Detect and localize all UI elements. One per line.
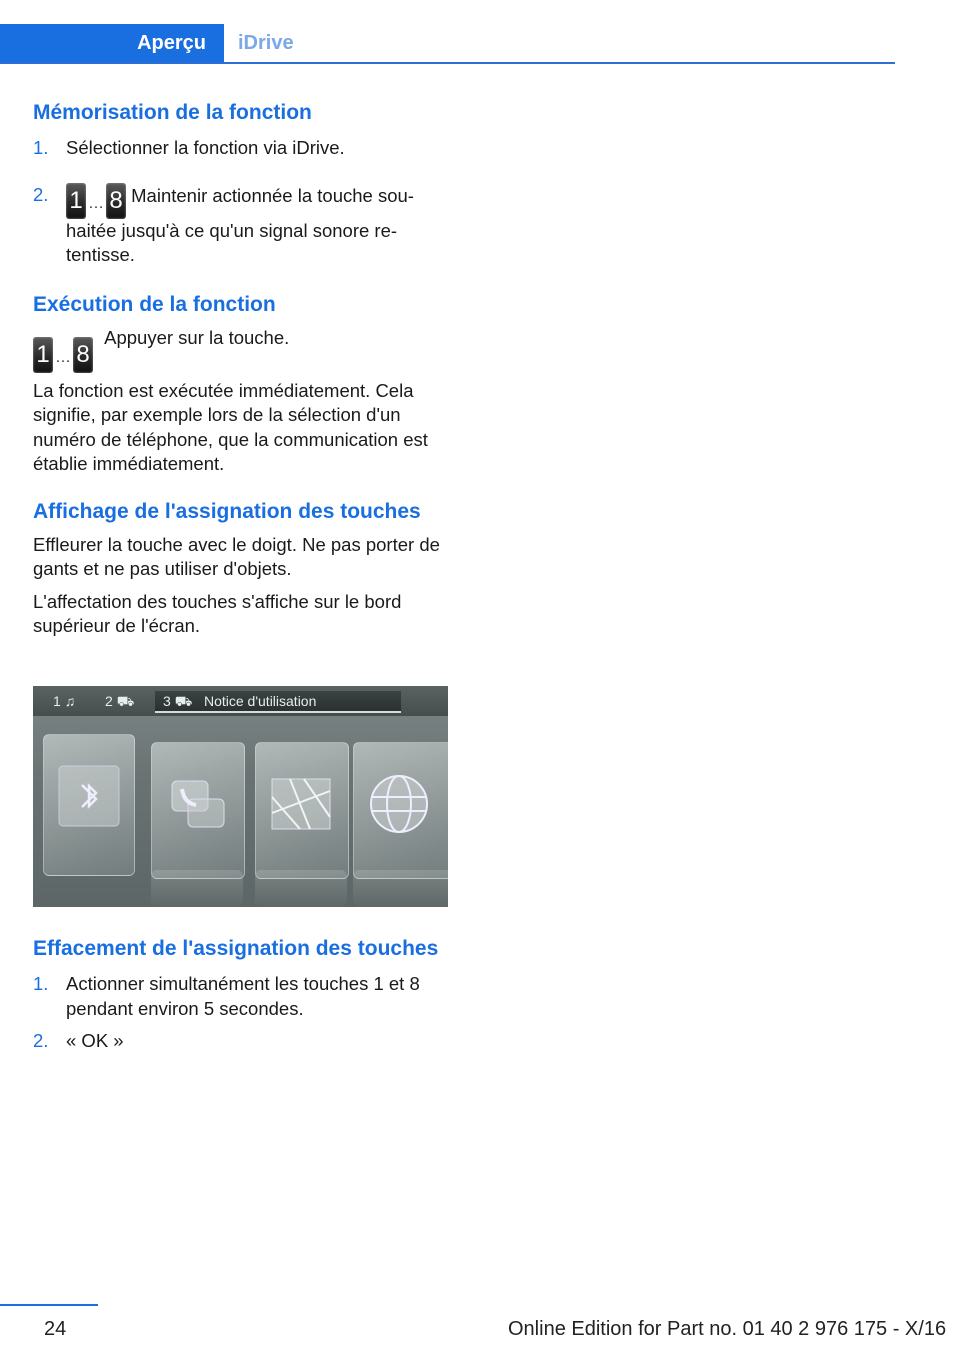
heading-affichage: Affichage de l'assignation des touches: [33, 499, 421, 523]
list-item: [33, 136, 448, 161]
chapter-tabbar: [0, 24, 895, 64]
list-text: Sélectionner la fonction via iDrive.: [66, 137, 345, 158]
list-text: « OK »: [66, 1030, 124, 1051]
favorite-1: 1 ♫: [53, 693, 76, 709]
list-item: [33, 972, 448, 1021]
online-tile: [353, 742, 448, 879]
list-item: [33, 1029, 448, 1054]
list-item: [33, 183, 448, 268]
idrive-screen-figure: [33, 686, 448, 907]
navigation-tile: [255, 742, 349, 879]
tile-reflection: [353, 870, 448, 907]
list-number: 2.: [33, 1030, 49, 1051]
execution-instruction: [33, 326, 448, 373]
ellipsis: …: [88, 194, 104, 212]
affichage-paragraph-1: Effleurer la touche avec le doigt. Ne pas porter de gants et ne pas utiliser d'objets.: [33, 533, 440, 579]
key-8-icon: 8: [106, 183, 126, 219]
list-number: 1.: [33, 137, 49, 158]
page-number: 24: [44, 1318, 67, 1340]
tile-reflection: [255, 870, 347, 907]
ellipsis: …: [55, 348, 71, 366]
bluetooth-icon: [58, 765, 120, 827]
key-8-icon: 8: [73, 337, 93, 373]
heading-effacement: Effacement de l'assignation des touches: [33, 937, 439, 960]
music-note-icon: ♫: [64, 693, 76, 709]
affichage-paragraph-2: L'affectation des touches s'affiche sur le bord supérieur de l'écran.: [33, 590, 402, 636]
favorite-3: 3 ⛟ Notice d'utilisation: [155, 691, 401, 713]
footer-rule: [0, 1304, 98, 1306]
favorites-bar: [33, 686, 448, 716]
bluetooth-tile: [43, 734, 135, 876]
tab-apercu[interactable]: Aperçu: [0, 24, 224, 62]
globe-icon: [368, 773, 430, 835]
list-text: Maintenir actionnée la touche sou‐haitée jusqu'à ce qu'un signal sonore re‐tentisse.: [66, 184, 414, 265]
key-1-icon: 1: [66, 183, 86, 219]
instruction-text: Appuyer sur la touche.: [104, 326, 290, 348]
car-icon: ⛟: [174, 693, 193, 709]
favorite-2: 2 ⛟: [105, 693, 135, 709]
key-1-icon: 1: [33, 337, 53, 373]
page-content-lower: [33, 936, 448, 1054]
heading-memorisation: Mémorisation de la fonction: [33, 101, 312, 124]
map-icon: [270, 773, 332, 835]
list-number: 1.: [33, 973, 49, 994]
telephone-tile: [151, 742, 245, 879]
page-content: [33, 100, 448, 639]
tab-idrive[interactable]: iDrive: [238, 31, 294, 54]
tile-reflection: [151, 870, 243, 907]
phone-chat-icon: [166, 773, 228, 835]
car-icon: ⛟: [116, 693, 135, 709]
heading-execution: Exécution de la fonction: [33, 292, 276, 316]
list-number: 2.: [33, 183, 49, 205]
list-text: Actionner simultanément les touches 1 et 8 pendant environ 5 secondes.: [66, 973, 420, 1019]
execution-paragraph: La fonction est exécutée immédiatement. Cela signifie, par exemple lors de la sélection d'un numéro de téléphone, que la communication est établie immédiatement.: [33, 379, 428, 474]
edition-note: Online Edition for Part no. 01 40 2 976 175 - X/16: [508, 1318, 947, 1340]
